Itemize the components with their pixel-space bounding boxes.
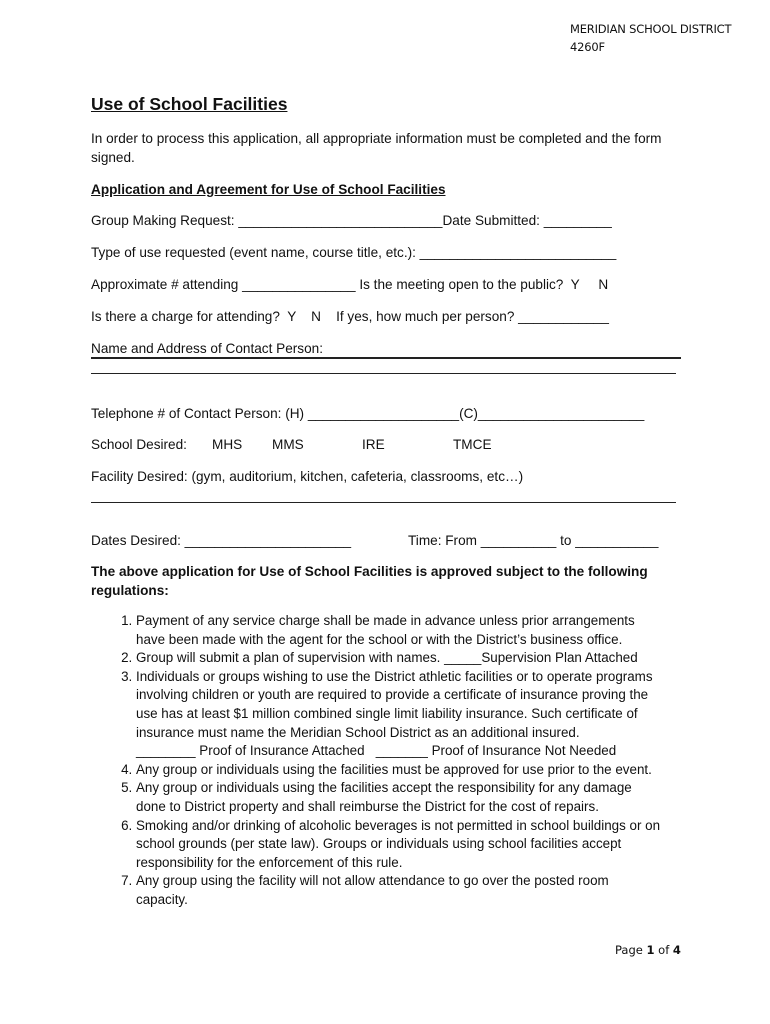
- agreement-heading: Application and Agreement for Use of School Facilities: [91, 182, 446, 197]
- page-number: [615, 943, 681, 957]
- insurance-proof-options[interactable]: ________ Proof of Insurance Attached _______ Proof of Insurance Not Needed: [136, 743, 617, 759]
- regulation-text: use has at least $1 million combined single limit liability insurance. Such certificate of: [136, 705, 638, 721]
- regulation-text: capacity.: [136, 891, 188, 907]
- regulation-item: [136, 817, 736, 873]
- regulation-item: [136, 779, 736, 816]
- regulation-item: [136, 761, 736, 780]
- regulation-text: 7. Any group using the facility will not allow attendance to go over the posted room: [136, 873, 609, 889]
- district-name: MERIDIAN SCHOOL DISTRICT: [570, 22, 732, 36]
- time-field[interactable]: Time: From __________ to ___________: [408, 533, 659, 548]
- regulation-text: involving children or youth are required to provide a certificate of insurance proving the: [136, 687, 649, 703]
- approval-line-1: The above application for Use of School Facilities is approved subject to the following: [91, 564, 648, 579]
- regulation-text: have been made with the agent for the school or with the District’s business office.: [136, 631, 623, 647]
- regulation-item: [136, 649, 736, 668]
- regulation-text: responsibility for the enforcement of this rule.: [136, 854, 403, 870]
- contact-address-line[interactable]: [91, 373, 676, 374]
- total-pages: 4: [672, 943, 681, 957]
- dates-desired-field[interactable]: Dates Desired: ______________________: [91, 533, 352, 548]
- regulations-list: [91, 612, 736, 910]
- regulation-text: 3. Individuals or groups wishing to use the District athletic facilities or to operate programs: [136, 668, 653, 684]
- contact-divider: [91, 357, 681, 359]
- school-desired-label: School Desired:: [91, 437, 187, 452]
- contact-person-label: Name and Address of Contact Person:: [91, 341, 323, 356]
- facility-desired-label: Facility Desired: (gym, auditorium, kitchen, cafeteria, classrooms, etc…): [91, 469, 524, 484]
- policy-code: 4260F: [570, 40, 605, 54]
- regulation-text: insurance must name the Meridian School District as an additional insured.: [136, 724, 580, 740]
- school-option-ire[interactable]: IRE: [362, 437, 385, 452]
- regulation-text: 6. Smoking and/or drinking of alcoholic beverages is not permitted in school buildings or on: [136, 817, 661, 833]
- page-word: Page: [615, 943, 643, 957]
- regulation-text: done to District property and shall reimburse the District for the cost of repairs.: [136, 798, 599, 814]
- intro-line-2: signed.: [91, 150, 135, 165]
- approval-line-2: regulations:: [91, 583, 169, 598]
- school-option-mms[interactable]: MMS: [272, 437, 304, 452]
- regulation-text: 1. Payment of any service charge shall be made in advance unless prior arrangements: [136, 613, 635, 628]
- intro-line-1: In order to process this application, all appropriate information must be completed and the form: [91, 131, 662, 146]
- of-word: of: [658, 943, 670, 957]
- school-option-mhs[interactable]: MHS: [212, 437, 243, 452]
- regulation-text: 4. Any group or individuals using the facilities must be approved for use prior to the event.: [136, 761, 652, 777]
- group-request-field[interactable]: Group Making Request: ___________________________Date Submitted: _________: [91, 213, 612, 228]
- school-option-tmce[interactable]: TMCE: [453, 437, 492, 452]
- regulation-text: 5. Any group or individuals using the facilities accept the responsibility for any damage: [136, 780, 632, 796]
- charge-field[interactable]: Is there a charge for attending? Y N If yes, how much per person? ____________: [91, 309, 609, 324]
- regulation-item: [136, 668, 736, 761]
- regulation-item: [136, 872, 736, 909]
- telephone-field[interactable]: Telephone # of Contact Person: (H) ____________________(C)______________________: [91, 406, 645, 421]
- regulation-item: [136, 612, 736, 649]
- page-title: Use of School Facilities: [91, 94, 288, 114]
- attending-field[interactable]: Approximate # attending _______________ Is the meeting open to the public? Y N: [91, 277, 609, 292]
- current-page: 1: [646, 943, 655, 957]
- regulation-text: 2. Group will submit a plan of supervision with names. _____Supervision Plan Attached: [136, 650, 638, 666]
- type-of-use-field[interactable]: Type of use requested (event name, course title, etc.): __________________________: [91, 245, 617, 260]
- facility-line[interactable]: [91, 502, 676, 503]
- regulation-text: school grounds (per state law). Groups or individuals using school facilities accept: [136, 836, 622, 852]
